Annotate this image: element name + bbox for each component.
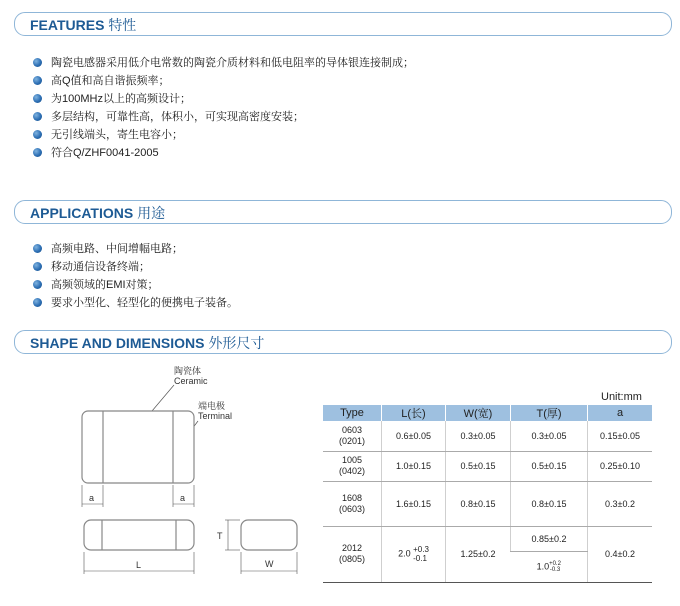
features-title-en: FEATURES xyxy=(30,17,105,33)
list-item xyxy=(33,276,238,294)
features-list xyxy=(33,54,414,162)
applications-title xyxy=(30,203,165,223)
bullet-icon xyxy=(33,244,42,253)
dim-W: W xyxy=(265,559,274,569)
T2-tolerance xyxy=(549,561,561,573)
type-code: 1005 xyxy=(341,455,363,465)
shape-header xyxy=(14,330,672,354)
shape-title xyxy=(30,333,264,353)
chip-end-view xyxy=(241,520,297,550)
dim-T: T xyxy=(217,531,223,541)
feature-text: 无引线端头，寄生电容小； xyxy=(51,129,183,141)
dim-L: L xyxy=(136,560,142,570)
column-header: L(长) xyxy=(382,405,446,421)
type-cell xyxy=(323,421,382,451)
T-cell xyxy=(511,551,588,582)
list-item xyxy=(33,108,414,126)
L-cell: 1.0±0.15 xyxy=(382,451,446,481)
L-nominal: 2.0 xyxy=(398,548,411,559)
W-cell: 0.5±0.15 xyxy=(446,451,511,481)
dimensions-table xyxy=(323,405,652,583)
W-cell: 0.8±0.15 xyxy=(446,481,511,526)
T-cell: 0.5±0.15 xyxy=(511,451,588,481)
ceramic-leader xyxy=(152,385,174,411)
bullet-icon xyxy=(33,148,42,157)
applications-title-zh: 用途 xyxy=(137,205,166,221)
bullet-icon xyxy=(33,94,42,103)
L-cell xyxy=(382,526,446,582)
L-tolerance xyxy=(413,545,429,563)
L-cell: 0.6±0.05 xyxy=(382,421,446,451)
type-cell xyxy=(323,526,382,582)
dim-a-right: a xyxy=(180,493,186,503)
column-header: W(宽) xyxy=(446,405,511,421)
table-row xyxy=(323,526,652,551)
bullet-icon xyxy=(33,280,42,289)
applications-list xyxy=(33,240,238,312)
feature-text: 陶瓷电感器采用低介电常数的陶瓷介质材料和低电阻率的导体银连接制成； xyxy=(51,57,414,69)
list-item xyxy=(33,126,414,144)
a-cell: 0.15±0.05 xyxy=(588,421,653,451)
bullet-icon xyxy=(33,112,42,121)
L-plus: +0.3 xyxy=(413,545,429,554)
application-text: 要求小型化、轻型化的便携电子装备。 xyxy=(51,297,238,309)
type-code: 2012 xyxy=(341,543,363,553)
list-item xyxy=(33,72,414,90)
bullet-icon xyxy=(33,76,42,85)
list-item xyxy=(33,54,414,72)
type-cell xyxy=(323,451,382,481)
list-item xyxy=(33,240,238,258)
feature-text: 多层结构，可靠性高，体积小，可实现高密度安装； xyxy=(51,111,304,123)
W-cell: 1.25±0.2 xyxy=(446,526,511,582)
list-item xyxy=(33,144,414,162)
application-text: 移动通信设备终端； xyxy=(51,261,150,273)
list-item xyxy=(33,294,238,312)
applications-header xyxy=(14,200,672,224)
column-header: Type xyxy=(323,405,382,421)
list-item xyxy=(33,90,414,108)
application-text: 高频领域的EMI对策； xyxy=(51,279,159,291)
a-cell: 0.4±0.2 xyxy=(588,526,653,582)
ceramic-label-en: Ceramic xyxy=(174,376,208,386)
T-cell: 0.8±0.15 xyxy=(511,481,588,526)
list-item xyxy=(33,258,238,276)
type-code: 1608 xyxy=(341,492,363,503)
shape-title-en: SHAPE AND DIMENSIONS xyxy=(30,335,205,351)
chip-top-view xyxy=(82,411,194,483)
terminal-label-en: Terminal xyxy=(198,411,233,421)
type-imperial: (0805) xyxy=(338,554,365,564)
a-cell: 0.3±0.2 xyxy=(588,481,653,526)
L-minus: -0.1 xyxy=(413,554,427,563)
shape-title-zh: 外形尺寸 xyxy=(208,335,265,351)
T-cell: 0.3±0.05 xyxy=(511,421,588,451)
T2-nominal: 1.0 xyxy=(536,560,550,571)
T2-minus: -0.3 xyxy=(549,566,561,573)
table-row xyxy=(323,481,652,526)
column-header: a xyxy=(588,405,653,421)
feature-text: 高Q值和高自谐振频率； xyxy=(51,75,170,87)
bullet-icon xyxy=(33,58,42,67)
chip-side-view xyxy=(84,520,194,550)
features-title xyxy=(30,15,136,35)
column-header: T(厚) xyxy=(511,405,588,421)
application-text: 高频电路、中间增幅电路； xyxy=(51,243,183,255)
terminal-label-zh: 端电极 xyxy=(198,401,226,411)
bullet-icon xyxy=(33,298,42,307)
bullet-icon xyxy=(33,130,42,139)
a-cell: 0.25±0.10 xyxy=(588,451,653,481)
features-header xyxy=(14,12,672,36)
type-cell xyxy=(323,481,382,526)
table-row xyxy=(323,451,652,481)
features-title-zh: 特性 xyxy=(108,17,137,33)
bullet-icon xyxy=(33,262,42,271)
dim-a-left: a xyxy=(89,493,95,503)
feature-text: 为100MHz以上的高频设计； xyxy=(51,93,191,105)
type-imperial: (0402) xyxy=(338,466,365,476)
T2-plus: +0.2 xyxy=(549,560,561,567)
table-row xyxy=(323,421,652,451)
W-cell: 0.3±0.05 xyxy=(446,421,511,451)
T-cell: 0.85±0.2 xyxy=(511,526,588,551)
table-header-row xyxy=(323,405,652,421)
type-imperial: (0201) xyxy=(338,435,365,446)
type-code: 0603 xyxy=(341,424,363,435)
applications-title-en: APPLICATIONS xyxy=(30,205,134,221)
type-imperial: (0603) xyxy=(338,503,365,514)
feature-text: 符合Q/ZHF0041-2005 xyxy=(51,147,159,159)
L-cell: 1.6±0.15 xyxy=(382,481,446,526)
unit-label: Unit:mm xyxy=(601,391,642,403)
ceramic-label-zh: 陶瓷体 xyxy=(174,366,202,376)
